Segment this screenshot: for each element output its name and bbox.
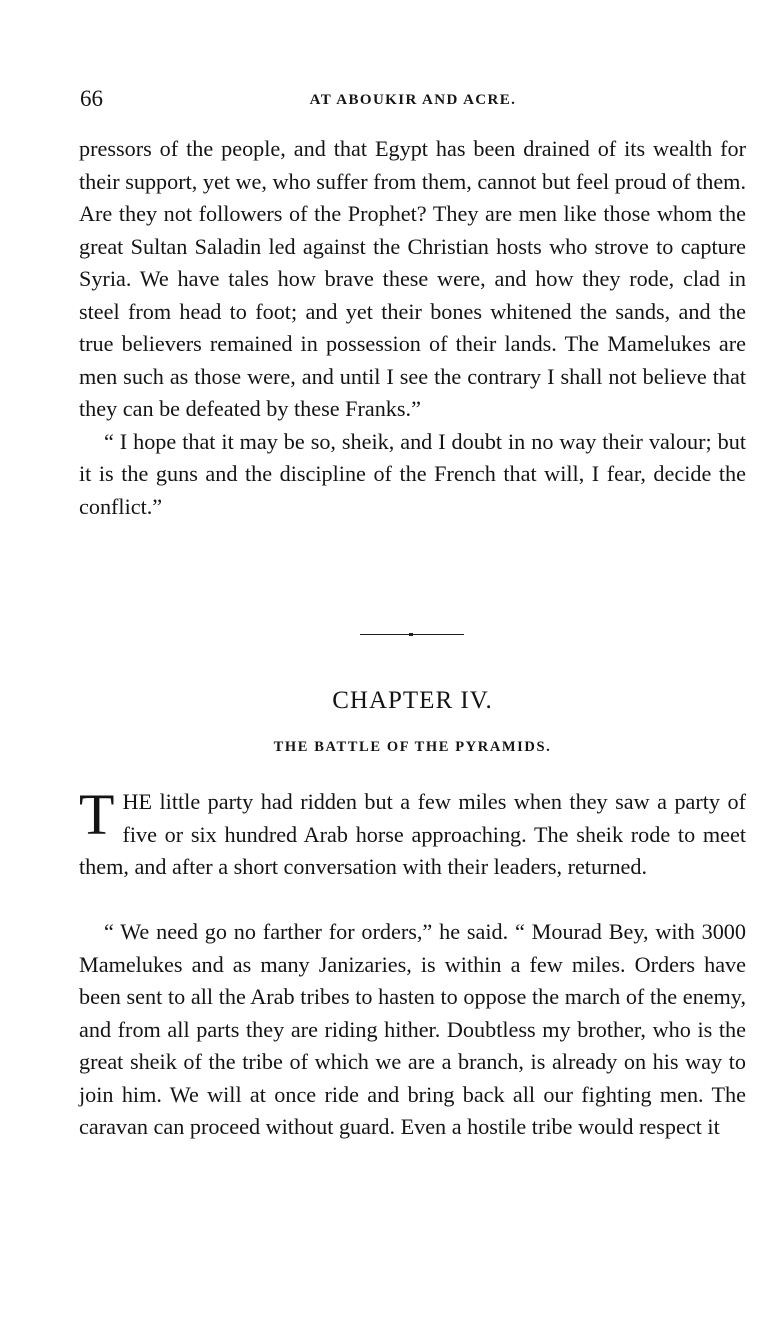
chapter-continuation-section: [79, 916, 746, 1144]
paragraph-reply: “ I hope that it may be so, sheik, and I doubt in no way their valour; but it is the guns and the discipline of the French that will, I fear, decide the conflict.”: [79, 428, 746, 519]
running-head: AT ABOUKIR AND ACRE.: [309, 92, 517, 108]
paragraph-continuation: pressors of the people, and that Egypt has been drained of its wealth for their support, yet we, who suffer from them, cannot but feel proud of them. Are they not followers of the Prophet? They are men like those whom the great Sultan Saladin led against the Christian hosts who strove to capture Syria. We have tales how brave these were, and how they rode, clad in steel from head to foot; and yet their bones whitened the sands, and the true believers remained in possession of their lands. The Mamelukes are men such as those were, and until I see the contrary I shall not believe that they can be defeated by these Franks.”: [79, 136, 746, 421]
drop-cap-letter: T: [79, 782, 115, 847]
chapter-separator-rule: [360, 633, 464, 636]
chapter-subtitle: THE BATTLE OF THE PYRAMIDS.: [273, 739, 552, 755]
chapter-title: CHAPTER IV.: [332, 687, 493, 714]
opening-paragraph-text: HE little party had ridden but a few miles when they saw a party of five or six hundred Arab horse approaching. The sheik rode to meet them, and after a short conversation with their leaders, returned.: [79, 789, 746, 879]
chapter-opening-paragraph: [79, 782, 746, 884]
page-header: [80, 84, 746, 118]
page-number: 66: [80, 86, 103, 111]
continued-text-section: [79, 133, 746, 523]
paragraph-dialogue: “ We need go no farther for orders,” he said. “ Mourad Bey, with 3000 Mamelukes and as many Janizaries, is within a few miles. Orders have been sent to all the Arab tribes to hasten to oppose the march of the enemy, and from all parts they are riding hither. Doubtless my brother, who is the great sheik of the tribe of which we are a branch, is already on his way to join him. We will at once ride and bring back all our fighting men. The caravan can proceed without guard. Even a hostile tribe would respect it: [79, 919, 746, 1139]
